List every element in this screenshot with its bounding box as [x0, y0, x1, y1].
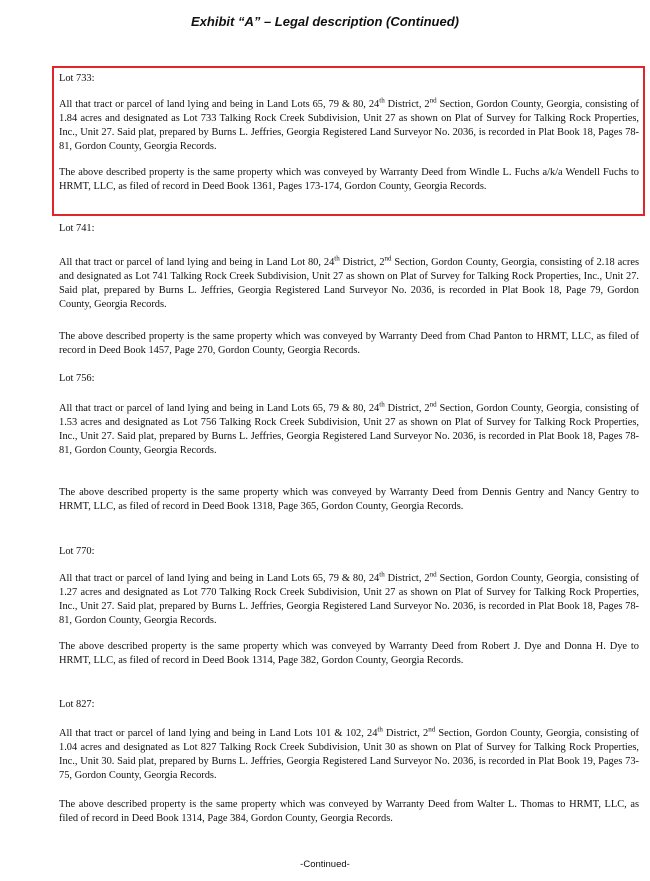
- lot-conveyance: The above described property is the same property which was conveyed by Warranty Deed from Robert J. Dye and Donna H. Dye to HRMT, LLC, as filed of record in Deed Book 1314, Page 382, Gordon County, Georgia Records.: [59, 641, 639, 666]
- lot-conveyance: The above described property is the same property which was conveyed by Warranty Deed from Windle L. Fuchs a/k/a Wendell Fuchs to HRMT, LLC, as filed of record in Deed Book 1361, Pages 173-174, Gordon County, Georgia Records.: [59, 167, 639, 192]
- lot-conveyance: The above described property is the same property which was conveyed by Warranty Deed from Dennis Gentry and Nancy Gentry to HRMT, LLC, as filed of record in Deed Book 1318, Page 365, Gordon County, Georgia Records.: [59, 487, 639, 512]
- lot-conveyance: The above described property is the same property which was conveyed by Warranty Deed from Walter L. Thomas to HRMT, LLC, as filed of record in Deed Book 1314, Page 384, Gordon County, Georgia Records.: [59, 799, 639, 824]
- lot-conveyance: The above described property is the same property which was conveyed by Warranty Deed from Chad Panton to HRMT, LLC, as filed of record in Deed Book 1457, Page 270, Gordon County, Georgia Records.: [59, 331, 639, 356]
- lot-description: All that tract or parcel of land lying and being in Land Lots 65, 79 & 80, 24th District, 2nd Section, Gordon County, Georgia, consisting of 1.84 acres and designated as Lot 733 Talking Rock Creek Subdivision, Unit 27 as shown on Plat of Survey for Talking Rock Properties, Inc., Unit 27. Said plat, prepared by Burns L. Jeffries, Georgia Registered Land Surveyor No. 2036, is recorded in Plat Book 18, Pages 78-81, Gordon County, Georgia Records.: [59, 96, 639, 152]
- lot-description: All that tract or parcel of land lying and being in Land Lots 65, 79 & 80, 24th District, 2nd Section, Gordon County, Georgia, consisting of 1.27 acres and designated as Lot 770 Talking Rock Creek Subdivision, Unit 27 as shown on Plat of Survey for Talking Rock Properties, Inc., Unit 27. Said plat, prepared by Burns L. Jeffries, Georgia Registered Land Surveyor No. 2036, is recorded in Plat Book 18, Pages 78-81, Gordon County, Georgia Records.: [59, 570, 639, 626]
- lot-heading: Lot 733:: [59, 73, 95, 84]
- lot-description: All that tract or parcel of land lying and being in Land Lots 65, 79 & 80, 24th District, 2nd Section, Gordon County, Georgia, consisting of 1.53 acres and designated as Lot 756 Talking Rock Creek Subdivision, Unit 27 as shown on Plat of Survey for Talking Rock Properties, Inc., Unit 27. Said plat, prepared by Burns L. Jeffries, Georgia Registered Land Surveyor No. 2036, is recorded in Plat Book 18, Pages 78-81, Gordon County, Georgia Records.: [59, 400, 639, 456]
- continued-footer: -Continued-: [300, 859, 350, 870]
- lot-heading: Lot 827:: [59, 699, 95, 710]
- lot-heading: Lot 756:: [59, 373, 95, 384]
- lot-description: All that tract or parcel of land lying and being in Land Lot 80, 24th District, 2nd Section, Gordon County, Georgia, consisting of 2.18 acres and designated as Lot 741 Talking Rock Creek Subdivision, Unit 27 as shown on Plat of Survey for Talking Rock Properties, Inc., Unit 27. Said plat, prepared by Burns L. Jeffries, Georgia Registered Land Surveyor No. 2036, is recorded in Plat Book 18, Page 79, Gordon County, Georgia Records.: [59, 254, 639, 310]
- lot-heading: Lot 741:: [59, 223, 95, 234]
- page-title: Exhibit “A” – Legal description (Continued): [191, 14, 459, 29]
- lot-heading: Lot 770:: [59, 546, 95, 557]
- lot-description: All that tract or parcel of land lying and being in Land Lots 101 & 102, 24th District, 2nd Section, Gordon County, Georgia, consisting of 1.04 acres and designated as Lot 827 Talking Rock Creek Subdivision, Unit 30 as shown on Plat of Survey for Talking Rock Properties, Inc., Unit 30. Said plat, prepared by Burns L. Jeffries, Georgia Registered Land Surveyor No. 2036, is recorded in Plat Book 19, Pages 73-75, Gordon County, Georgia Records.: [59, 725, 639, 781]
